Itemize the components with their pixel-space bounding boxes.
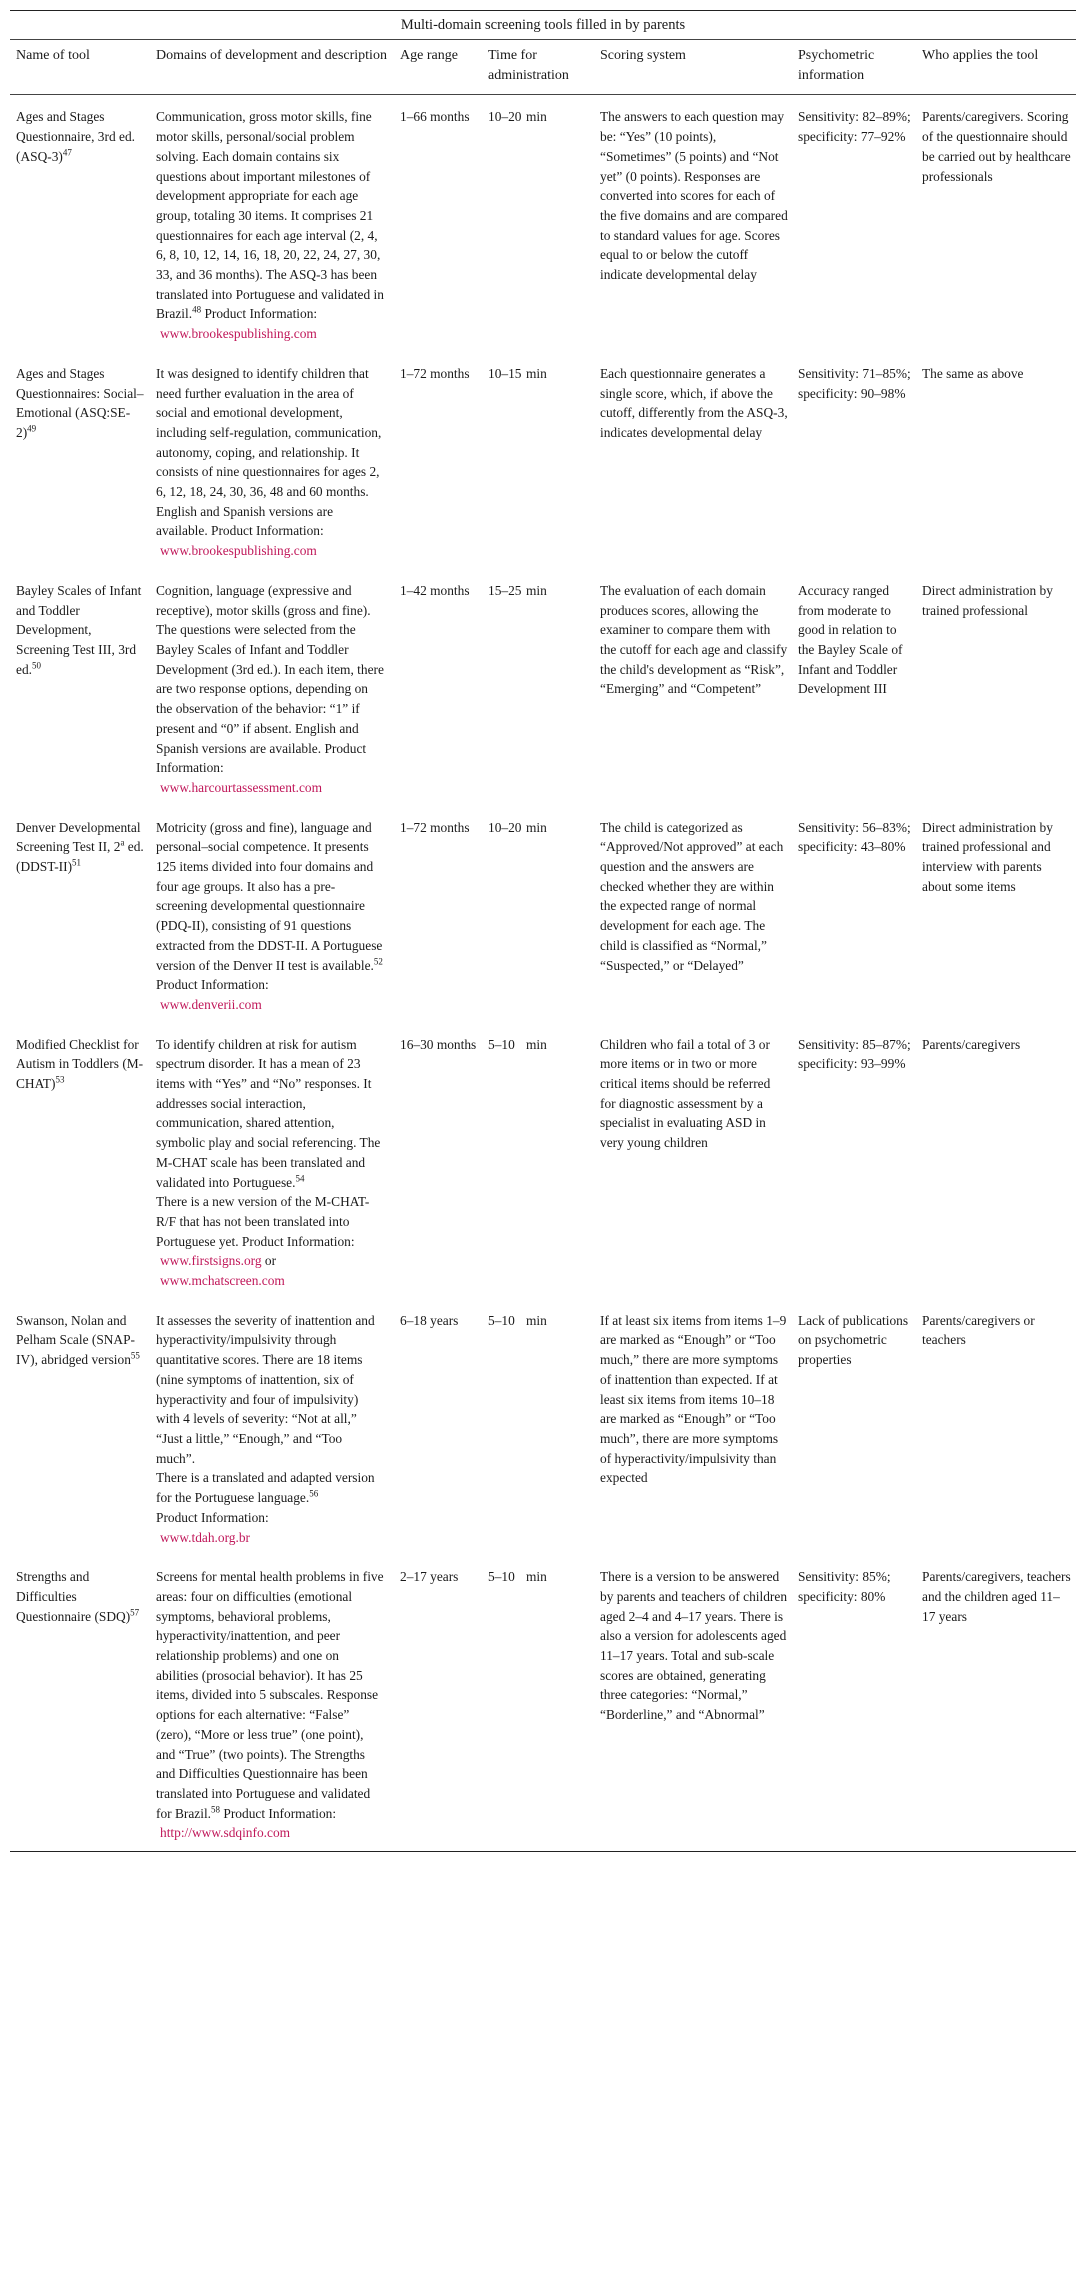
tool-name-cell: Strengths and Difficulties Questionnaire (SDQ)$^{57}$ [10,1555,150,1851]
table-row [10,352,1076,569]
header-age-range: Age range [394,40,482,95]
table-row [10,569,1076,806]
reference-number: 49 [27,423,37,434]
age-range-cell: 1–66 months [400,109,470,125]
scoring-cell: The answers to each question may be: “Yes” (10 points), “Sometimes” (5 points) and “Not yet” (0 points). Responses are converted into scores for each of the five domains and are compared to standard values for age. Scores equal to or below the cutoff indicate developmental delay [600,109,788,283]
product-link[interactable]: www.harcourtassessment.com [160,779,323,795]
age-range-cell: 2–17 years [394,1555,482,1851]
table-row [10,1555,1076,1851]
tool-name-cell: Bayley Scales of Infant and Toddler Development, Screening Test III, 3rd ed.$^{50}$ [16,582,142,677]
scoring-cell: If at least six items from items 1–9 are marked as “Enough” or “Too much,” there are more symptoms of inattention than expected. If at least six items from items 10–18 are marked as “Enough” or “Too much”, there are more symptoms of hyperactivity/impulsivity than expected [600,1312,787,1486]
product-link[interactable]: www.brookespublishing.com [160,543,317,559]
who-applies-cell: Parents/caregivers [922,1036,1021,1052]
domains-cell: Motricity (gross and fine), language and personal–social competence. It presents 125 items divided into four domains and four age groups. It also has a pre-screening developmental questionnaire (PDQ-II), consisting of 91 questions extracted from the DDST-II. A Portuguese version of the Denver II test is available.$^{52}$ Product Information: www.denverii.com [150,806,394,1023]
reference-number: 58 [211,1804,221,1815]
time-cell: 10–20 min [488,819,547,835]
scoring-cell: Children who fail a total of 3 or more items or in two or more critical items should be referred for diagnostic assessment by a specialist in evaluating ASD in very young children [600,1036,771,1151]
product-link[interactable]: www.tdah.org.br [160,1529,251,1545]
domains-cell: Screens for mental health problems in five areas: four on difficulties (emotional symptoms, behavioral problems, hyperactivity/inattention, and peer relationship problems) and one on abilities (prosocial behavior). It has 25 items, divided into 5 subscales. Response options for each alternative: “False” (zero), “More or less true” (one point), and “True” (two points). The Strengths and Difficulties Questionnaire has been translated into Portuguese and validated for Brazil.$^{58}$ Product Information: http://www.sdqinfo.com [150,1555,394,1851]
header-scoring: Scoring system [594,40,792,95]
who-applies-cell: Parents/caregivers. Scoring of the questionnaire should be carried out by healthcare professionals [922,109,1071,184]
product-link[interactable]: www.brookespublishing.com [160,326,317,342]
who-applies-cell: Direct administration by trained professional and interview with parents about some items [922,819,1053,894]
product-link[interactable]: http://www.sdqinfo.com [160,1825,291,1841]
header-psychometric: Psychometric information [792,40,916,95]
reference-number: 54 [295,1173,305,1184]
table-row [10,1299,1076,1555]
tool-name-cell: Swanson, Nolan and Pelham Scale (SNAP-IV), abridged version$^{55}$ [16,1312,140,1368]
superscript-a: a [120,837,125,848]
time-cell: 10–20 min [488,109,547,125]
header-domains: Domains of development and description [150,40,394,95]
header-row [10,40,1076,95]
psychometric-cell: Sensitivity: 71–85%; specificity: 90–98% [798,365,911,401]
product-link[interactable]: www.firstsigns.org [160,1253,262,1269]
domains-cell: It assesses the severity of inattention and hyperactivity/impulsivity through quantitative scores. There are 18 items (nine symptoms of inattention, six of hyperactivity and four of impulsivity) with 4 levels of severity: “Not at all,” “Just a little,” “Enough,” and “Too much”. There is a translated and adapted version for the Portuguese language.$^{56}$ Product Information: www.tdah.org.br [150,1299,394,1555]
reference-number: 56 [309,1488,319,1499]
screening-tools-table [10,10,1076,1852]
reference-number: 51 [72,857,82,868]
age-range-cell: 1–72 months [400,365,470,381]
header-time: Time for administration [482,40,594,95]
time-cell: 15–25 min [488,582,547,598]
table-row [10,95,1076,352]
domains-cell: Communication, gross motor skills, fine motor skills, personal/social problem solving. Each domain contains six questions about important milestones of development appropriate for each age group, totaling 30 items. It comprises 21 questionnaires for each age interval (2, 4, 6, 8, 10, 12, 14, 16, 18, 20, 22, 24, 27, 30, 33, and 36 months). The ASQ-3 has been translated into Portuguese and validated in Brazil.$^{48}$ Product Information: www.brookespublishing.com [150,95,394,352]
reference-number: 55 [130,1350,140,1361]
age-range-cell: 1–72 months [400,819,470,835]
psychometric-cell: Sensitivity: 85%; specificity: 80% [792,1555,916,1851]
time-cell: 5–10 min [488,1312,547,1328]
reference-number: 57 [130,1607,140,1618]
tool-name-cell: Denver Developmental Screening Test II, 2$^a$ ed. (DDST-II)$^{51}$ [16,819,144,875]
who-applies-cell: Parents/caregivers or teachers [922,1312,1035,1348]
reference-number: 50 [32,660,41,671]
header-who: Who applies the tool [916,40,1076,95]
table-caption: Multi-domain screening tools filled in by parents [10,10,1076,40]
tool-name-cell: Ages and Stages Questionnaires: Social–Emotional (ASQ:SE-2)$^{49}$ [16,365,144,440]
table-row [10,1023,1076,1299]
scoring-cell: The child is categorized as “Approved/Not approved” at each question and the answers are checked whether they are within the expected range of normal development for each age. The child is classified as “Normal,” “Suspected,” or “Delayed” [600,819,784,973]
who-applies-cell: Direct administration by trained professional [922,582,1053,618]
reference-number: 52 [373,956,383,967]
scoring-cell: There is a version to be answered by parents and teachers of children aged 2–4 and 4–17 years. There is also a version for adolescents aged 11–17 years. Total and sub-scale scores are obtained, generating three categories: “Normal,” “Borderline,” and “Abnormal” [594,1555,792,1851]
tool-name-cell: Modified Checklist for Autism in Toddlers (M-CHAT)$^{53}$ [16,1036,144,1092]
header-name: Name of tool [10,40,150,95]
psychometric-cell: Lack of publications on psychometric properties [798,1312,909,1368]
who-applies-cell: Parents/caregivers, teachers and the children aged 11–17 years [916,1555,1076,1851]
time-cell: 10–15 min [488,365,547,381]
who-applies-cell: The same as above [922,365,1024,381]
time-cell: 5–10 min [488,1036,547,1052]
scoring-cell: Each questionnaire generates a single score, which, if above the cutoff, differently from the ASQ-3, indicates developmental delay [600,365,788,440]
age-range-cell: 6–18 years [400,1312,459,1328]
reference-number: 47 [62,147,72,158]
product-link[interactable]: www.mchatscreen.com [160,1273,285,1289]
reference-number: 53 [55,1074,65,1085]
domains-cell: It was designed to identify children that need further evaluation in the area of social and emotional development, including self-regulation, communication, autonomy, coping, and relationship. It consists of nine questionnaires for ages 2, 6, 12, 18, 24, 30, 36, 48 and 60 months. English and Spanish versions are available. Product Information: www.brookespublishing.com [150,352,394,569]
product-link[interactable]: www.denverii.com [160,996,262,1012]
psychometric-cell: Sensitivity: 85–87%; specificity: 93–99% [798,1036,911,1072]
scoring-cell: The evaluation of each domain produces scores, allowing the examiner to compare them with the cutoff for each age and classify the child's development as “Risk”, “Emerging” and “Competent” [600,582,788,697]
tool-name-cell: Ages and Stages Questionnaire, 3rd ed. $(ASQ-3)^{47}$ [16,109,135,164]
psychometric-cell: Sensitivity: 82–89%; specificity: 77–92% [798,109,911,145]
psychometric-cell: Accuracy ranged from moderate to good in relation to the Bayley Scale of Infant and Toddler Development III [798,582,903,697]
age-range-cell: 16–30 months [400,1036,477,1052]
age-range-cell: 1–42 months [400,582,470,598]
psychometric-cell: Sensitivity: 56–83%; specificity: 43–80% [798,819,911,855]
table-row [10,806,1076,1023]
domains-cell: To identify children at risk for autism spectrum disorder. It has a mean of 23 items with “Yes” and “No” responses. It addresses social interaction, communication, shared attention, symbolic play and social referencing. The M-CHAT scale has been translated and validated into Portuguese.$^{54}$ There is a new version of the M-CHAT-R/F that has not been translated into Portuguese yet. Product Information: www.firstsigns.org or www.mchatscreen.com [150,1023,394,1299]
time-cell: 5–10 min [482,1555,594,1851]
domains-cell: Cognition, language (expressive and receptive), motor skills (gross and fine). The questions were selected from the Bayley Scales of Infant and Toddler Development (3rd ed.). In each item, there are two response options, depending on the observation of the behavior: “1” if present and “0” if absent. English and Spanish versions are available. Product Information: www.harcourtassessment.com [150,569,394,806]
reference-number: 48 [192,304,202,315]
